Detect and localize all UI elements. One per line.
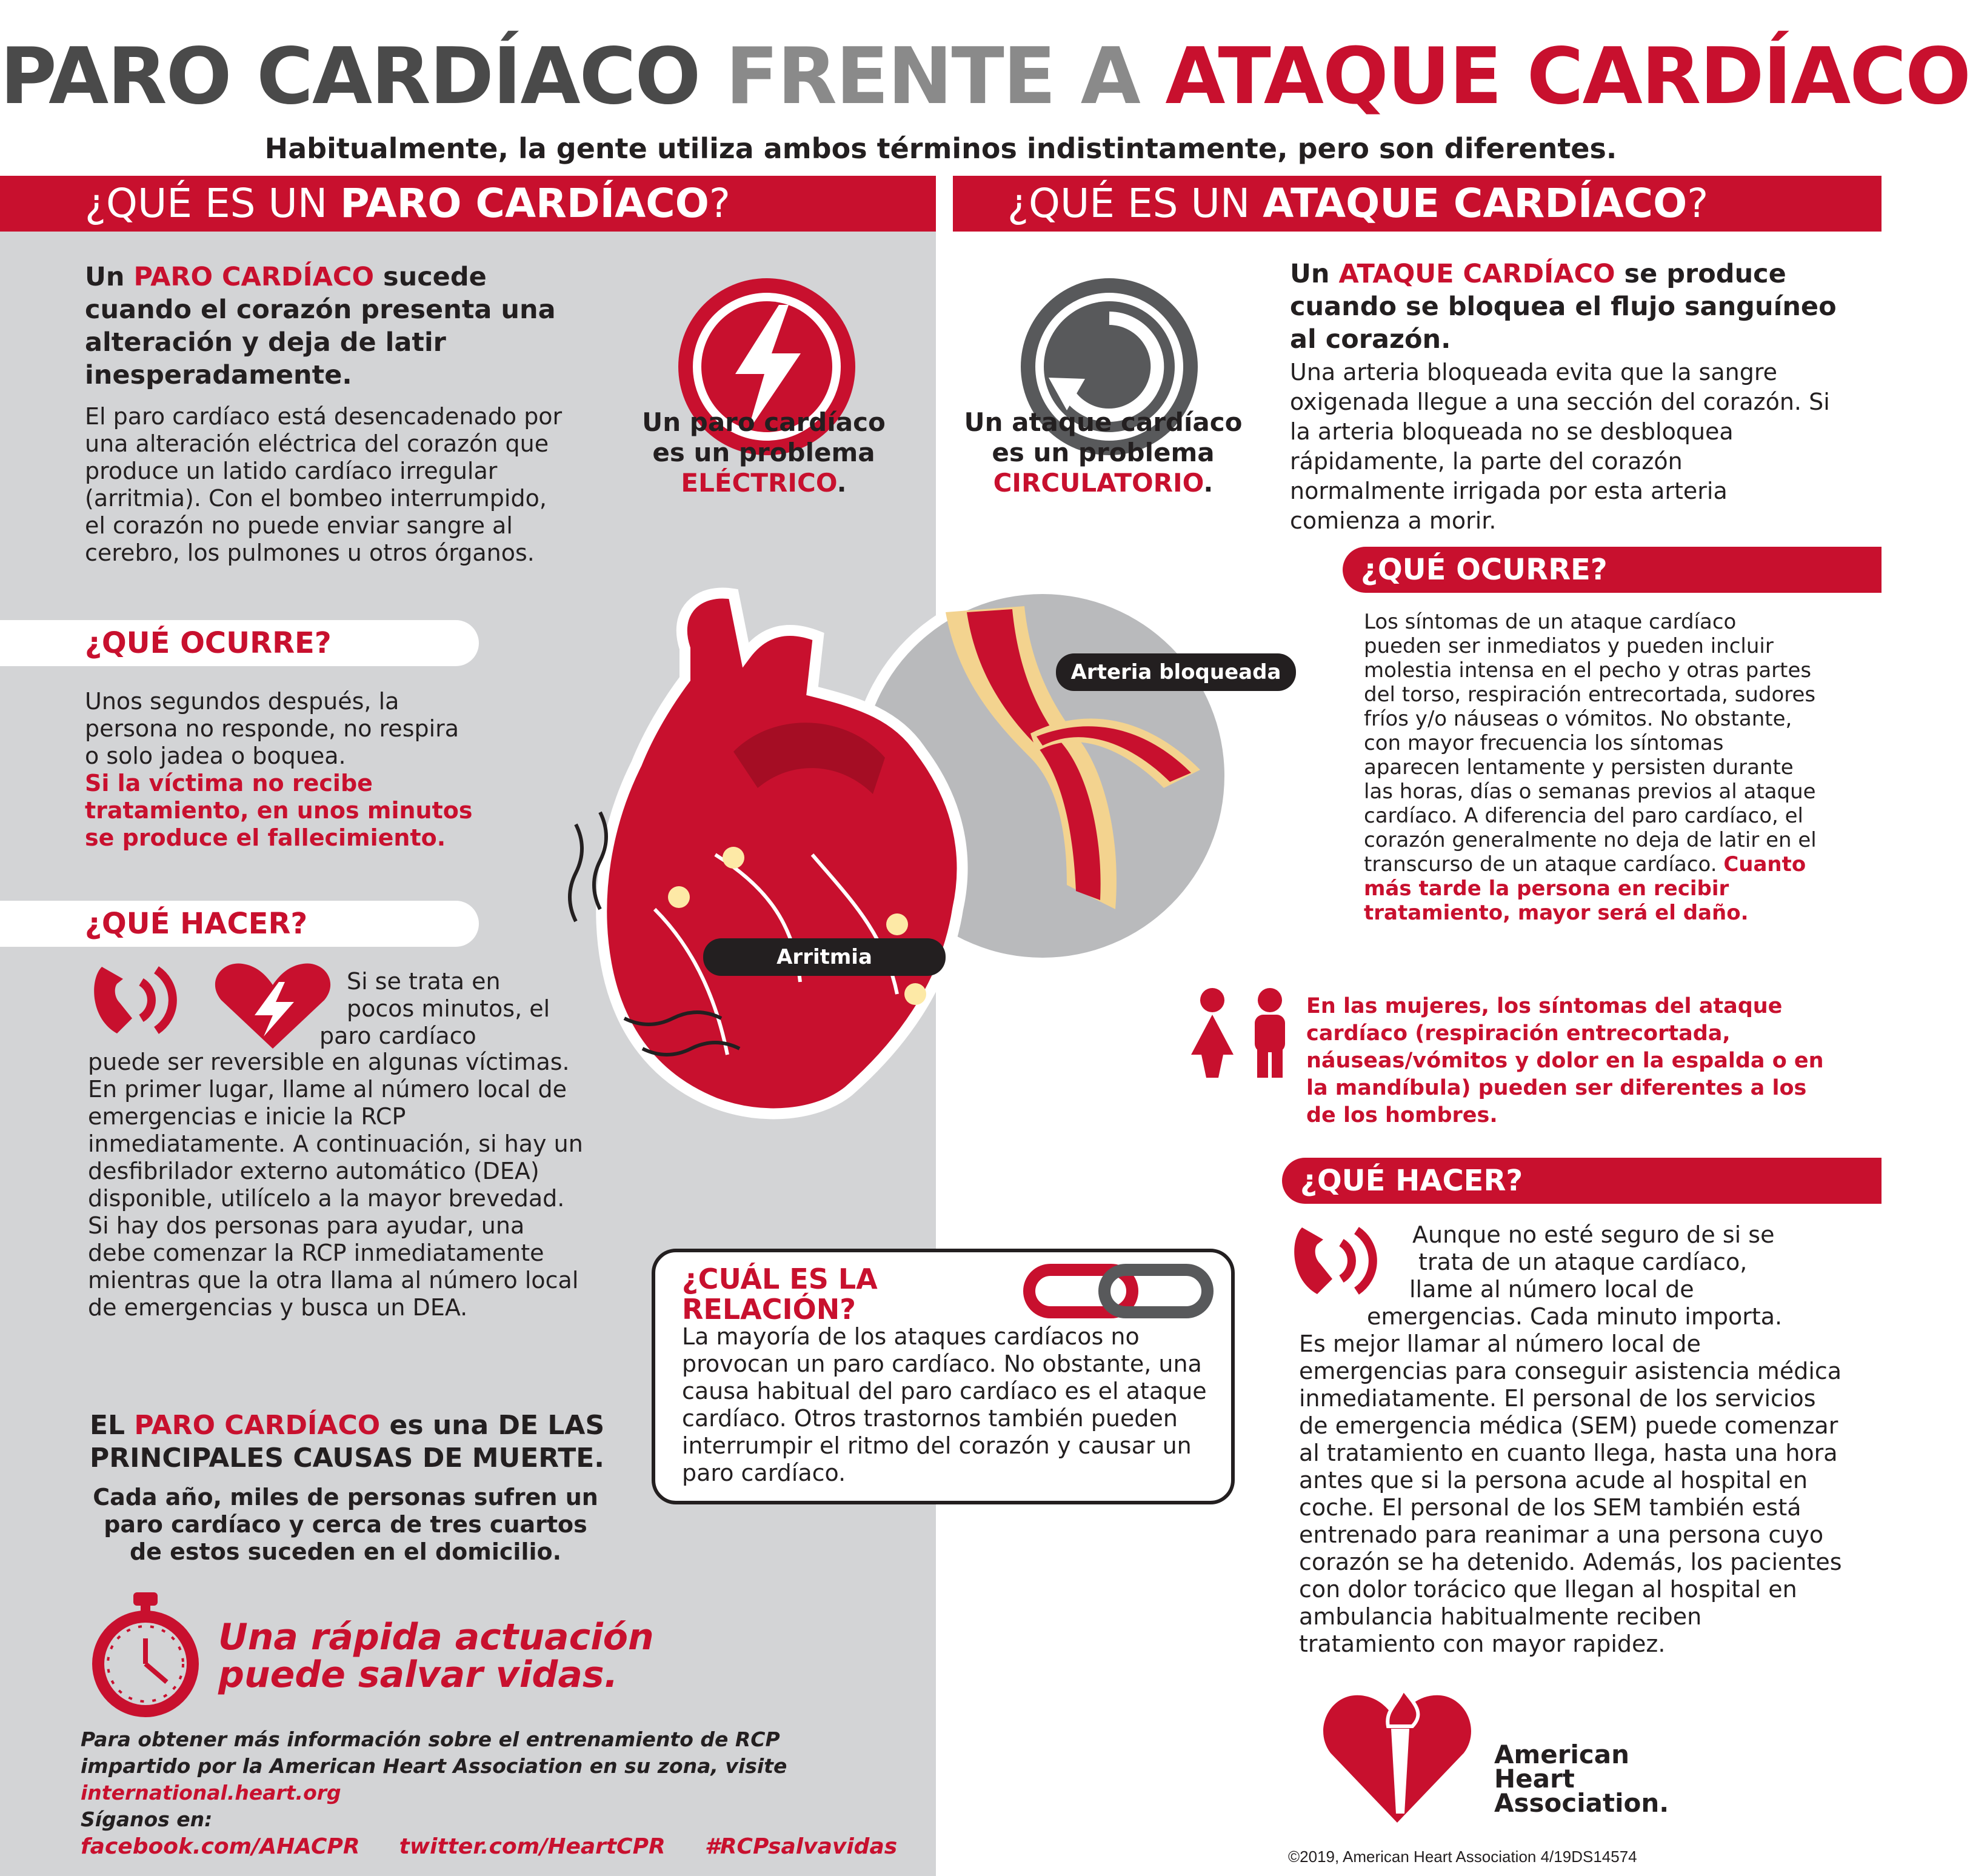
left-cause-statement: EL PARO CARDÍACO es una DE LAS PRINCIPALES CAUSAS DE MUERTE. xyxy=(90,1410,605,1474)
copyright: ©2019, American Heart Association 4/19DS14574 xyxy=(1288,1848,1637,1866)
right-what-happens-text: Los síntomas de un ataque cardíaco pueden ser inmediatos y pueden incluir molestia intensa en el pecho y otras partes del torso, respiración entrecortada, sudores fríos y/o náuseas o vómitos. No obstante, con mayor frecuencia los síntomas aparecen lentamente y persisten durante las horas, días o semanas previos al ataque cardíaco. A diferencia del paro cardíaco, el corazón generalmente no deja de latir en el transcurso de un ataque cardíaco. Cuanto más tarde la persona en recibir tratamiento, mayor será el daño. xyxy=(1364,610,1817,925)
blocked-artery-label: Arteria bloqueada xyxy=(1056,653,1296,691)
relation-title: ¿CUÁL ES LA RELACIÓN? xyxy=(682,1263,878,1326)
right-what-happens-title: ¿QUÉ OCURRE? xyxy=(1343,547,1882,593)
chain-link-icon xyxy=(1024,1261,1212,1321)
left-what-happens-warning: Si la víctima no recibe tratamiento, en unos minutos se produce el fallecimiento. xyxy=(85,770,473,851)
right-icon-caption: Un ataque cardíaco es un problema CIRCULATORIO. xyxy=(964,407,1243,498)
woman-man-icons xyxy=(1182,988,1303,1079)
left-what-to-do-title: ¿QUÉ HACER? xyxy=(0,901,479,947)
phone-icon xyxy=(1284,1221,1393,1300)
left-stat-text: Cada año, miles de personas sufren un paro cardíaco y cerca de tres cuartos de estos suceden en el domicilio. xyxy=(93,1484,598,1565)
left-what-to-do-lines: Si se trata en pocos minutos, el paro cardíaco xyxy=(319,968,550,1049)
more-info-text: Para obtener más información sobre el entrenamiento de RCP impartido por la American Heart Association en su zona, visite international.heart.org xyxy=(81,1727,787,1804)
page-title xyxy=(0,32,1970,122)
right-what-to-do-lines: Aunque no esté seguro de si se trata de un ataque cardíaco, llame al número local de emergencias. Cada minuto importa. xyxy=(1367,1221,1783,1330)
title-part-3: ATAQUE CARDÍACO xyxy=(1165,32,1970,122)
right-what-to-do-text: Es mejor llamar al número local de emergencias para conseguir asistencia médica inmediatamente. El personal de los servicios de emergencia médica (SEM) puede comenzar al tratamiento en cuanto llega, hasta una hora antes que si la persona acude al hospital en coche. El personal de los SEM también está entrenado para reanimar a una persona cuyo corazón se ha detenido. Además, los pacientes con dolor torácico que llegan al hospital en ambulancia habitualmente reciben tratamiento con mayor rapidez. xyxy=(1299,1330,1842,1657)
title-part-2: FRENTE A xyxy=(725,32,1140,122)
woman-icon xyxy=(1191,988,1234,1078)
left-section-header: ¿QUÉ ES UN PARO CARDÍACO? xyxy=(0,176,936,232)
left-intro: El paro cardíaco está desencadenado por una alteración eléctrica del corazón que produce un latido cardíaco irregular (arritmia). Con el bombeo interrumpido, el corazón no puede enviar sangre al cerebro, los pulmones u otros órganos. xyxy=(85,403,563,566)
aha-torch-heart-logo xyxy=(1318,1686,1476,1826)
twitter-link[interactable]: twitter.com/HeartCPR xyxy=(399,1834,666,1859)
follow-us-label: Síganos en: xyxy=(81,1808,213,1831)
facebook-link[interactable]: facebook.com/AHACPR xyxy=(81,1834,360,1859)
title-part-1: PARO CARDÍACO xyxy=(0,32,700,122)
right-lead: Un ATAQUE CARDÍACO se produce cuando se bloquea el flujo sanguíneo al corazón. xyxy=(1290,259,1837,355)
quick-action-slogan: Una rápida actuación puede salvar vidas. xyxy=(218,1616,654,1696)
right-intro: Una arteria bloqueada evita que la sangre oxigenada llegue a una sección del corazón. Si la arteria bloqueada no se desbloquea rápidamente, la parte del corazón normalmente irrigada por esta arteria comienza a morir. xyxy=(1290,359,1830,534)
stopwatch-icon xyxy=(85,1591,206,1718)
relation-text: La mayoría de los ataques cardíacos no provocan un paro cardíaco. No obstante, una causa habitual del paro cardíaco es el ataque cardíaco. Otros trastornos también pueden interrumpir el ritmo del corazón y causar un paro cardíaco. xyxy=(682,1323,1207,1486)
page-subtitle: Habitualmente, la gente utiliza ambos términos indistintamente, pero son diferentes. xyxy=(264,132,1617,165)
man-icon xyxy=(1255,988,1285,1078)
left-icon-caption: Un paro cardíaco es un problema ELÉCTRICO. xyxy=(642,407,886,498)
women-symptoms-note: En las mujeres, los síntomas del ataque cardíaco (respiración entrecortada, náuseas/vómitos y dolor en la espalda o en la mandíbula) pueden ser diferentes a los de los hombres. xyxy=(1306,994,1824,1127)
left-what-to-do-text: puede ser reversible en algunas víctimas. En primer lugar, llame al número local de emergencias e inicie la RCP inmediatamente. A continuación, si hay un desfibrilador externo automático (DEA) disponible, utilícelo a la mayor brevedad. Si hay dos personas para ayudar, una debe comenzar la RCP inmediatamente mientras que la otra llama al número local de emergencias y busca un DEA. xyxy=(88,1049,583,1321)
aha-logo-text: American Heart Association. xyxy=(1494,1740,1669,1818)
arrhythmia-label: Arritmia xyxy=(703,938,946,976)
website-link[interactable]: international.heart.org xyxy=(81,1781,341,1804)
broken-heart-lightning-icon xyxy=(212,961,333,1052)
hashtag-link[interactable]: #RCPsalvavidas xyxy=(704,1834,898,1859)
left-lead: Un PARO CARDÍACO sucede cuando el corazón presenta una alteración y deja de latir inesperadamente. xyxy=(85,262,556,390)
left-what-happens-text: Unos segundos después, la persona no responde, no respira o solo jadea o boquea. xyxy=(85,688,459,769)
right-what-to-do-title: ¿QUÉ HACER? xyxy=(1282,1158,1882,1204)
social-links xyxy=(81,1834,929,1859)
right-section-header: ¿QUÉ ES UN ATAQUE CARDÍACO? xyxy=(953,176,1882,232)
left-what-happens-title: ¿QUÉ OCURRE? xyxy=(0,620,479,666)
phone-icon xyxy=(84,961,193,1040)
